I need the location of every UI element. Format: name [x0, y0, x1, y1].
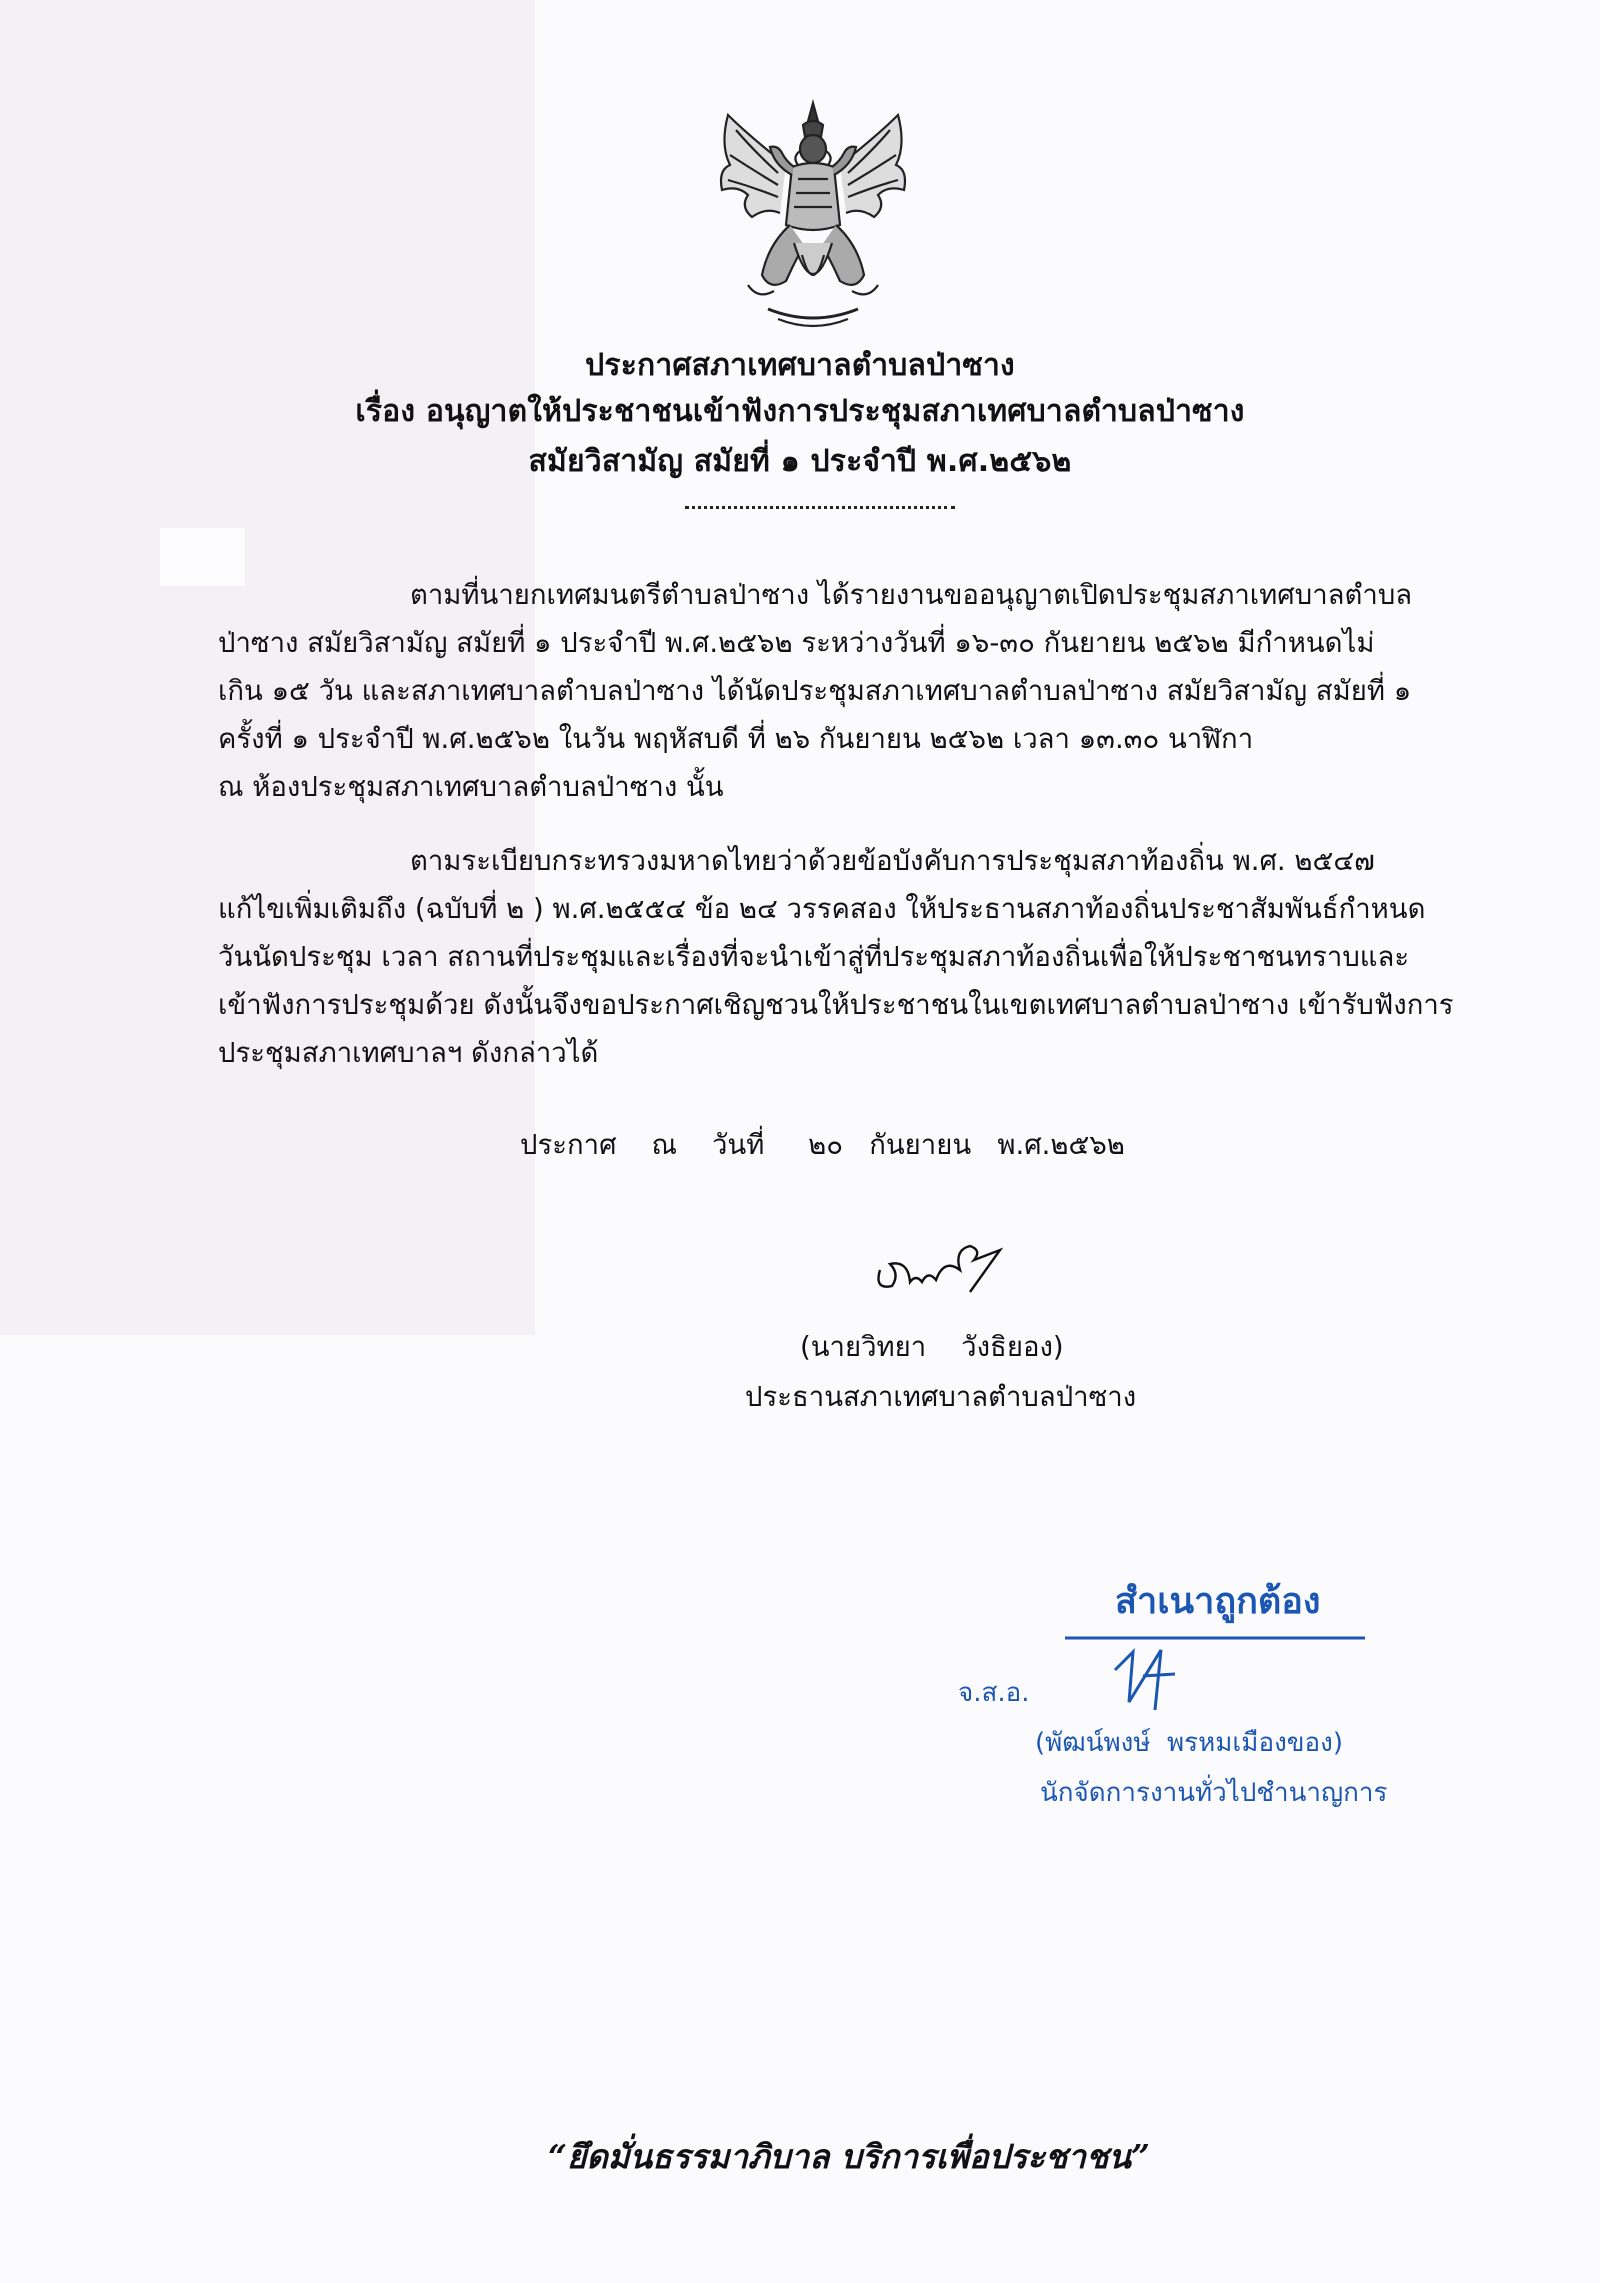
paragraph1-line1: ตามที่นายกเทศมนตรีตำบลป่าซาง ได้รายงานขออนุญาตเปิดประชุมสภาเทศบาลตำบล [410, 579, 1413, 611]
paragraph1-line2: ป่าซาง สมัยวิสามัญ สมัยที่ ๑ ประจำปี พ.ศ.๒๕๖๒ ระหว่างวันที่ ๑๖-๓๐ กันยายน ๒๕๖๒ มีกำหนดไม่ [218, 627, 1375, 659]
garuda-emblem-icon [708, 95, 918, 335]
signature-icon [870, 1230, 1020, 1300]
certified-signature-icon [1105, 1640, 1195, 1720]
certified-name: (พัฒน์พงษ์ พรหมเมืองของ) [1035, 1728, 1343, 1758]
document-title: ประกาศสภาเทศบาลตำบลป่าซาง [585, 348, 1015, 383]
paragraph1-line3: เกิน ๑๕ วัน และสภาเทศบาลตำบลป่าซาง ได้นัดประชุมสภาเทศบาลตำบลป่าซาง สมัยวิสามัญ สมัยที่ ๑ [218, 675, 1412, 707]
stamp-underline [1015, 1636, 1415, 1640]
certified-position: นักจัดการงานทั่วไปชำนาญการ [1040, 1778, 1388, 1808]
document-subject: เรื่อง อนุญาตให้ประชาชนเข้าฟังการประชุมสภาเทศบาลตำบลป่าซาง [355, 394, 1245, 429]
certified-copy-title: สำเนาถูกต้อง [1115, 1581, 1321, 1622]
paragraph2-line1: ตามระเบียบกระทรวงมหาดไทยว่าด้วยข้อบังคับการประชุมสภาท้องถิ่น พ.ศ. ๒๕๔๗ [410, 845, 1375, 877]
footer-motto: “ยึดมั่นธรรมาภิบาล บริการเพื่อประชาชน” [548, 2137, 1150, 2176]
paragraph1-line4: ครั้งที่ ๑ ประจำปี พ.ศ.๒๕๖๒ ในวัน พฤหัสบดี ที่ ๒๖ กันยายน ๒๕๖๒ เวลา ๑๓.๓๐ นาฬิกา [218, 723, 1254, 755]
announcement-date: ประกาศ ณ วันที่ ๒๐ กันยายน พ.ศ.๒๕๖๒ [520, 1129, 1125, 1161]
paragraph2-line5: ประชุมสภาเทศบาลฯ ดังกล่าวได้ [218, 1037, 599, 1069]
dotted-separator [685, 502, 955, 509]
paragraph1-line5: ณ ห้องประชุมสภาเทศบาลตำบลป่าซาง นั้น [218, 771, 724, 803]
signatory-position: ประธานสภาเทศบาลตำบลป่าซาง [745, 1381, 1137, 1413]
paragraph2-line3: วันนัดประชุม เวลา สถานที่ประชุมและเรื่องที่จะนำเข้าสู่ที่ประชุมสภาท้องถิ่นเพื่อให้ประชาชนทราบและ [218, 941, 1410, 973]
paragraph2-line2: แก้ไขเพิ่มเติมถึง (ฉบับที่ ๒ ) พ.ศ.๒๕๕๔ ข้อ ๒๔ วรรคสอง ให้ประธานสภาท้องถิ่นประชาสัมพันธ์กำหนด [218, 893, 1426, 925]
certified-rank: จ.ส.อ. [958, 1678, 1030, 1708]
document-session: สมัยวิสามัญ สมัยที่ ๑ ประจำปี พ.ศ.๒๕๖๒ [528, 444, 1072, 479]
paragraph2-line4: เข้าฟังการประชุมด้วย ดังนั้นจึงขอประกาศเชิญชวนให้ประชาชนในเขตเทศบาลตำบลป่าซาง เข้ารับฟังการ [218, 989, 1454, 1021]
signatory-name: (นายวิทยา วังธิยอง) [800, 1331, 1064, 1363]
